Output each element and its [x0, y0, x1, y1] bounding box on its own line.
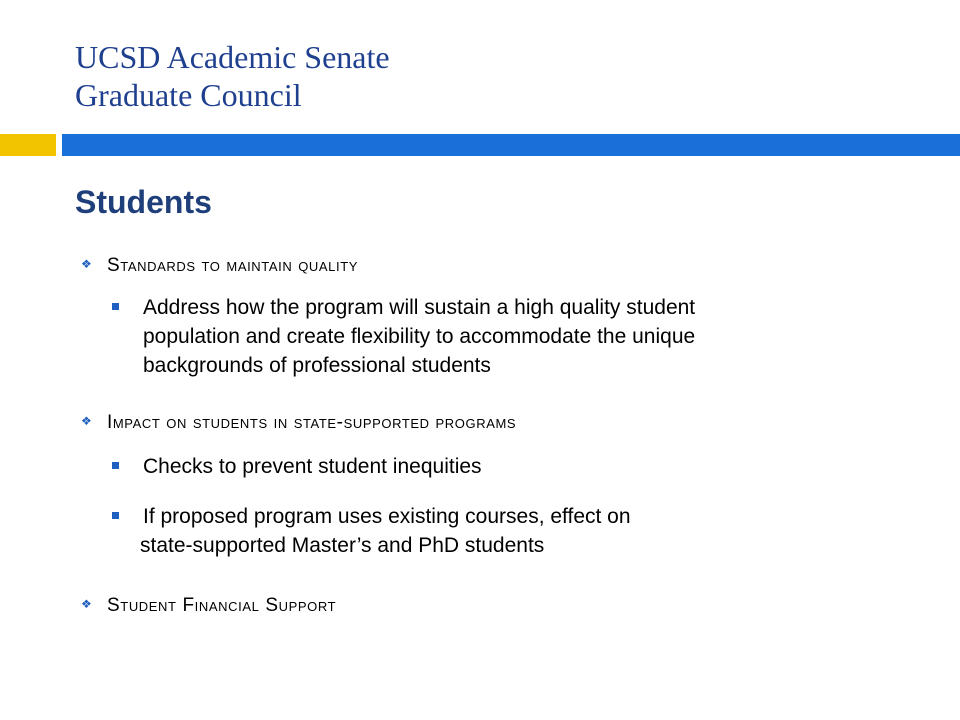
square-bullet-icon: [112, 462, 119, 469]
accent-bar-yellow: [0, 134, 56, 156]
diamond-bullet-icon: ❖: [81, 597, 92, 611]
sub-item-line: state-supported Master’s and PhD students: [140, 534, 545, 557]
title-line-2: Graduate Council: [75, 77, 302, 113]
section-label: Impact on students in state-supported programs: [107, 412, 517, 433]
sub-item-line: Address how the program will sustain a high quality student: [143, 296, 696, 319]
list-item-standards: [81, 255, 358, 277]
sub-item-quality: [112, 293, 695, 380]
sub-item-line: If proposed program uses existing courses, effect on: [143, 505, 631, 528]
list-item-impact: [81, 412, 516, 434]
sub-item-line: population and create flexibility to accommodate the unique: [143, 325, 696, 348]
diamond-bullet-icon: ❖: [81, 414, 92, 428]
diamond-bullet-icon: ❖: [81, 257, 92, 271]
sub-item-line: Checks to prevent student inequities: [143, 455, 482, 478]
square-bullet-icon: [112, 303, 119, 310]
accent-bar-blue: [62, 134, 960, 156]
title-line-1: UCSD Academic Senate: [75, 39, 390, 75]
section-heading: Students: [75, 184, 212, 220]
slide-title: [75, 38, 390, 114]
square-bullet-icon: [112, 512, 119, 519]
sub-item-inequities: [112, 452, 482, 481]
section-label: Standards to maintain quality: [107, 255, 359, 276]
list-item-financial-support: [81, 595, 336, 617]
sub-item-existing-courses: [112, 502, 631, 560]
section-label: Student Financial Support: [107, 595, 337, 616]
sub-item-line: backgrounds of professional students: [143, 354, 491, 377]
